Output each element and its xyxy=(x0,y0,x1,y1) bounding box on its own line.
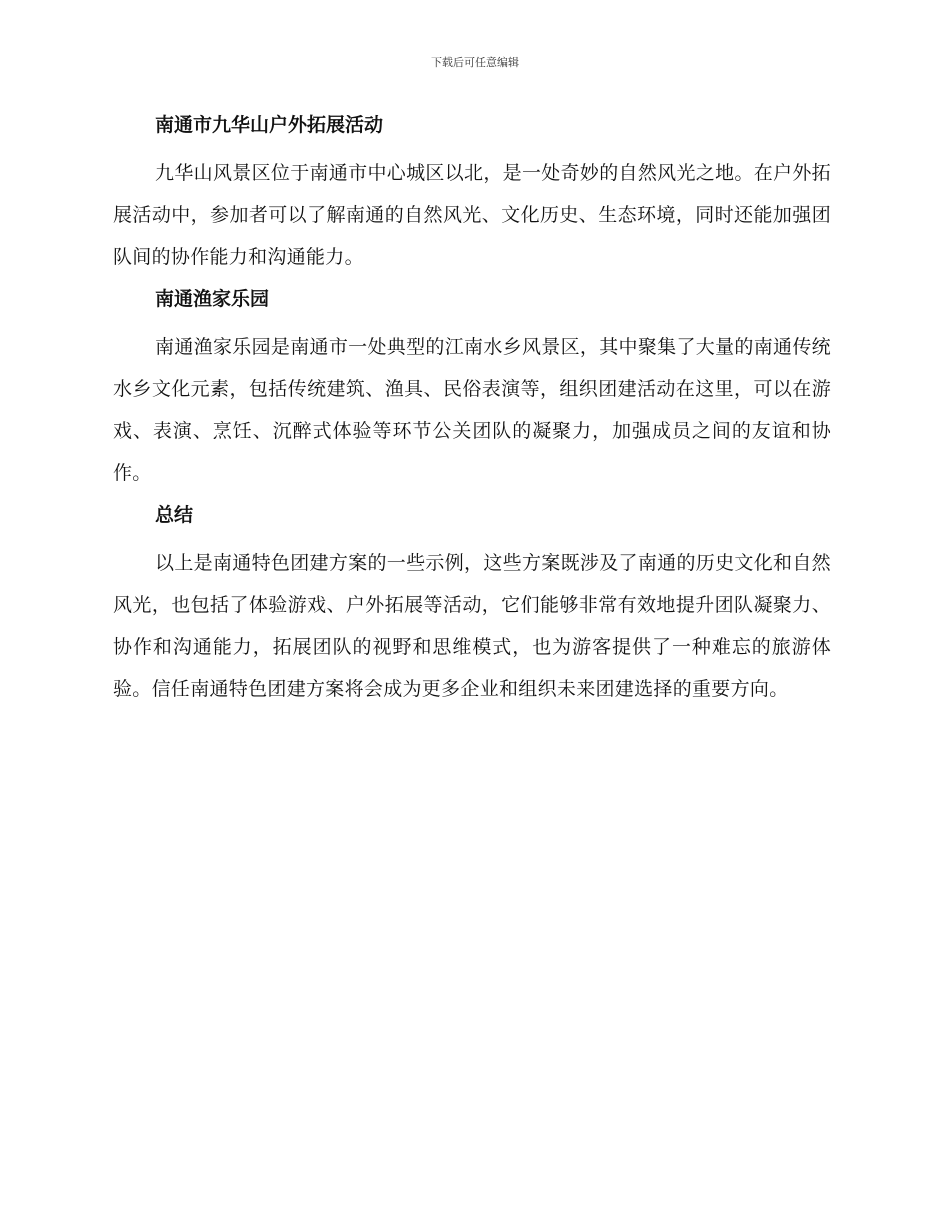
section-paragraph: 南通渔家乐园是南通市一处典型的江南水乡风景区，其中聚集了大量的南通传统水乡文化元素，包括传统建筑、渔具、民俗表演等，组织团建活动在这里，可以在游戏、表演、烹饪、沉醉式体验等环节公关团队的凝聚力，加强成员之间的友谊和协作。 xyxy=(113,336,831,484)
section-heading: 总结 xyxy=(155,504,194,526)
section-fishing-park xyxy=(113,284,831,494)
section-paragraph: 以上是南通特色团建方案的一些示例，这些方案既涉及了南通的历史文化和自然风光，也包括了体验游戏、户外拓展等活动，它们能够非常有效地提升团队凝聚力、协作和沟通能力，拓展团队的视野和思维模式，也为游客提供了一种难忘的旅游体验。信任南通特色团建方案将会成为更多企业和组织未来团建选择的重要方向。 xyxy=(113,552,831,700)
page-header-note: 下载后可任意编辑 xyxy=(431,56,519,69)
section-summary xyxy=(113,500,831,710)
section-heading: 南通渔家乐园 xyxy=(155,288,270,310)
document-content xyxy=(113,110,831,716)
section-paragraph: 九华山风景区位于南通市中心城区以北，是一处奇妙的自然风光之地。在户外拓展活动中，参加者可以了解南通的自然风光、文化历史、生态环境，同时还能加强团队间的协作能力和沟通能力。 xyxy=(113,162,831,268)
section-heading: 南通市九华山户外拓展活动 xyxy=(155,114,384,136)
section-jiuhuashan xyxy=(113,110,831,278)
